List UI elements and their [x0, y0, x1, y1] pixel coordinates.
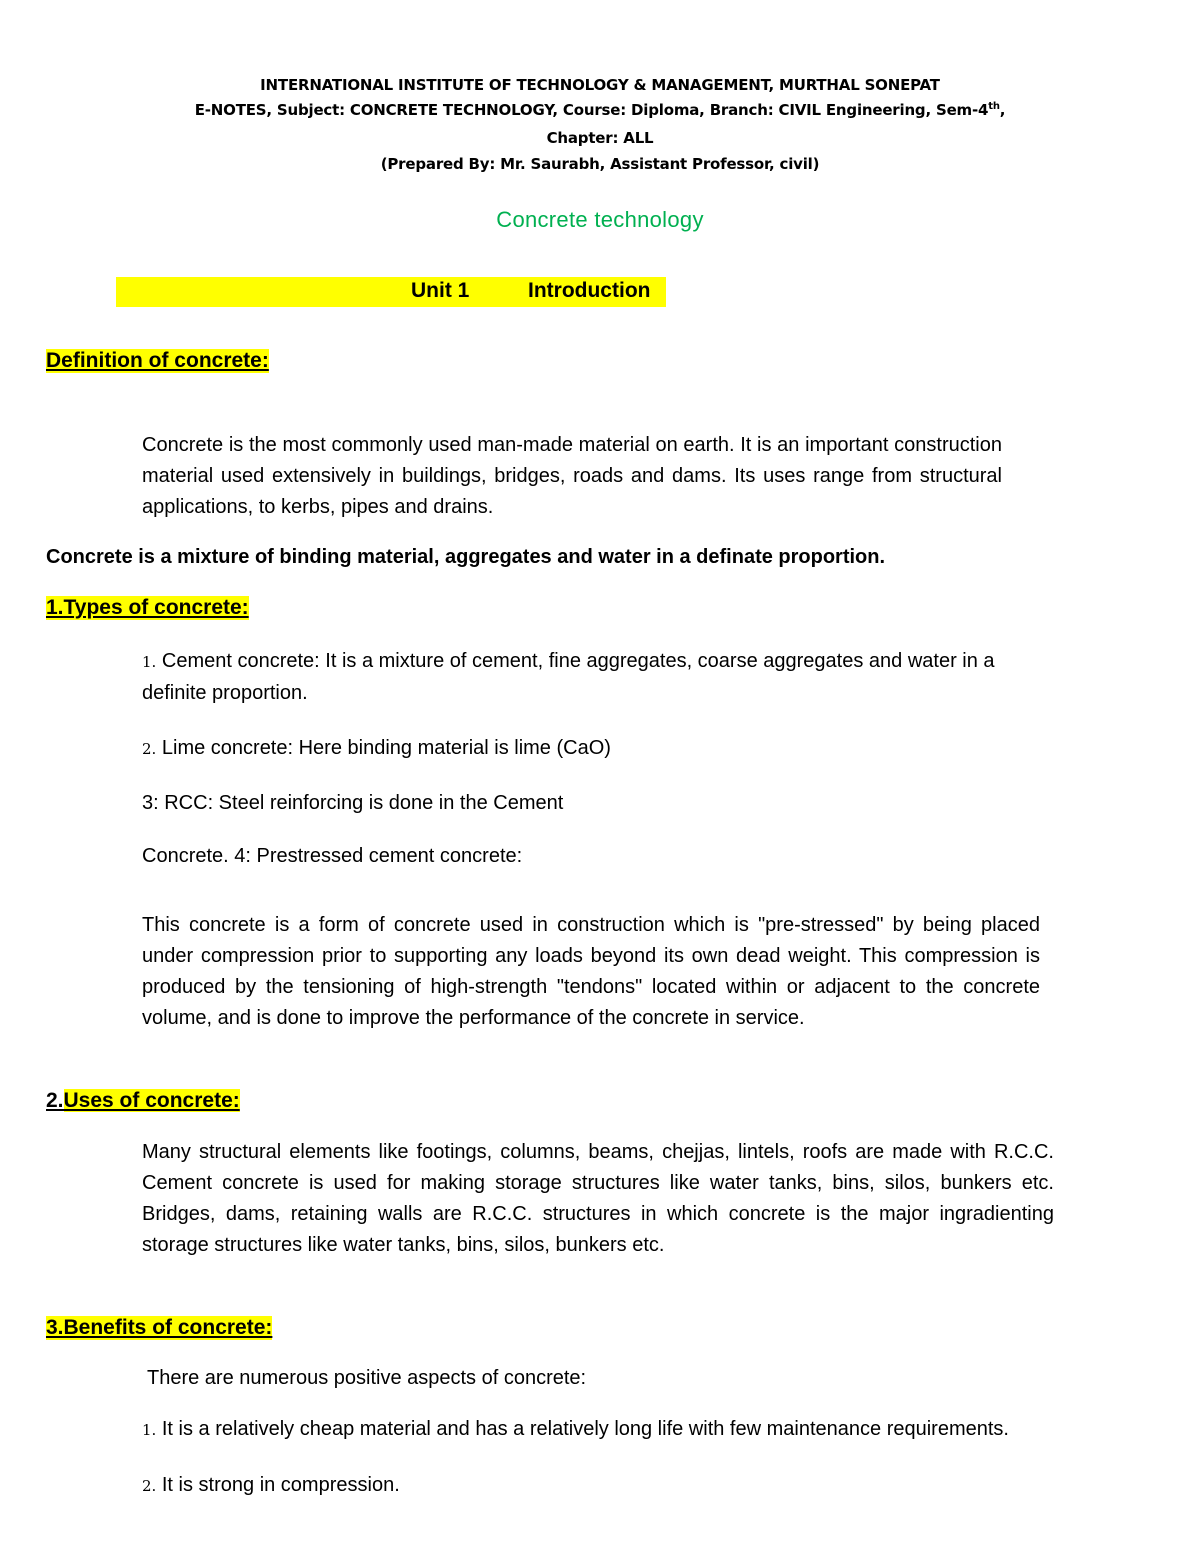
unit-number: Unit 1	[411, 279, 470, 302]
type-item-cement-concrete	[142, 646, 1062, 709]
benefit-item-2-number: 2.	[142, 1477, 157, 1495]
prepared-by: (Prepared By: Mr. Saurabh, Assistant Professor, civil)	[380, 155, 820, 173]
type-item-prestressed: Concrete. 4: Prestressed cement concrete:	[142, 845, 523, 867]
benefit-item-compression	[142, 1470, 400, 1502]
course-info-comma: ,	[999, 101, 1006, 119]
course-info-sup: th	[988, 101, 1000, 112]
types-heading-text: Types of concrete:	[63, 596, 249, 619]
institute-name: INTERNATIONAL INSTITUTE OF TECHNOLOGY & MANAGEMENT, MURTHAL SONEPAT	[260, 76, 940, 94]
uses-heading-text: Uses of concrete:	[63, 1089, 240, 1112]
types-heading	[46, 596, 249, 620]
unit-name: Introduction	[528, 279, 651, 302]
type-item-2-number: 2.	[142, 740, 157, 758]
concrete-statement: Concrete is a mixture of binding material, aggregates and water in a definate proportion.	[46, 546, 886, 568]
uses-heading	[46, 1089, 240, 1113]
types-heading-num: 1.	[46, 596, 64, 619]
type-item-rcc: 3: RCC: Steel reinforcing is done in the Cement	[142, 792, 564, 814]
benefit-item-2-text: It is strong in compression.	[161, 1474, 400, 1496]
uses-paragraph: Many structural elements like footings, columns, beams, chejjas, lintels, roofs are made with R.C.C. Cement concrete is used for making storage structures like water tanks, bins, silos, bunkers etc. Bridges, dams, retaining walls are R.C.C. structures in which concrete is the major ingradienting storage structures like water tanks, bins, silos, bunkers etc.	[142, 1141, 1054, 1256]
benefits-heading: 3.Benefits of concrete:	[46, 1316, 273, 1339]
type-item-1-number: 1.	[142, 653, 157, 671]
benefits-intro: There are numerous positive aspects of concrete:	[147, 1367, 587, 1389]
benefit-item-1-text: It is a relatively cheap material and has a relatively long life with few maintenance requirements.	[161, 1418, 1009, 1440]
prestressed-paragraph: This concrete is a form of concrete used in construction which is "pre-stressed" by being placed under compression prior to supporting any loads beyond its own dead weight. This compression is produced by the tensioning of high-strength "tendons" located within or adjacent to the concrete volume, and is done to improve the performance of the concrete in service.	[142, 914, 1040, 1029]
type-item-lime-concrete	[142, 733, 611, 765]
type-item-2-text: Lime concrete: Here binding material is lime (CaO)	[161, 737, 611, 759]
benefit-item-1-number: 1.	[142, 1421, 157, 1439]
definition-paragraph: Concrete is the most commonly used man-made material on earth. It is an important construction material used extensively in buildings, bridges, roads and dams. Its uses range from structural applications, to kerbs, pipes and drains.	[142, 434, 1002, 518]
course-info	[0, 101, 1200, 119]
document-title: Concrete technology	[496, 207, 704, 232]
chapter-info: Chapter: ALL	[546, 129, 654, 147]
uses-heading-num: 2.	[46, 1089, 64, 1112]
definition-heading: Definition of concrete:	[46, 349, 269, 372]
benefit-item-cheap	[142, 1414, 1009, 1446]
course-info-text: E-NOTES, Subject: CONCRETE TECHNOLOGY, Course: Diploma, Branch: CIVIL Engineering, Sem-4	[194, 101, 989, 119]
type-item-1-text: Cement concrete: It is a mixture of cement, fine aggregates, coarse aggregates and water in a definite proportion.	[142, 650, 995, 704]
